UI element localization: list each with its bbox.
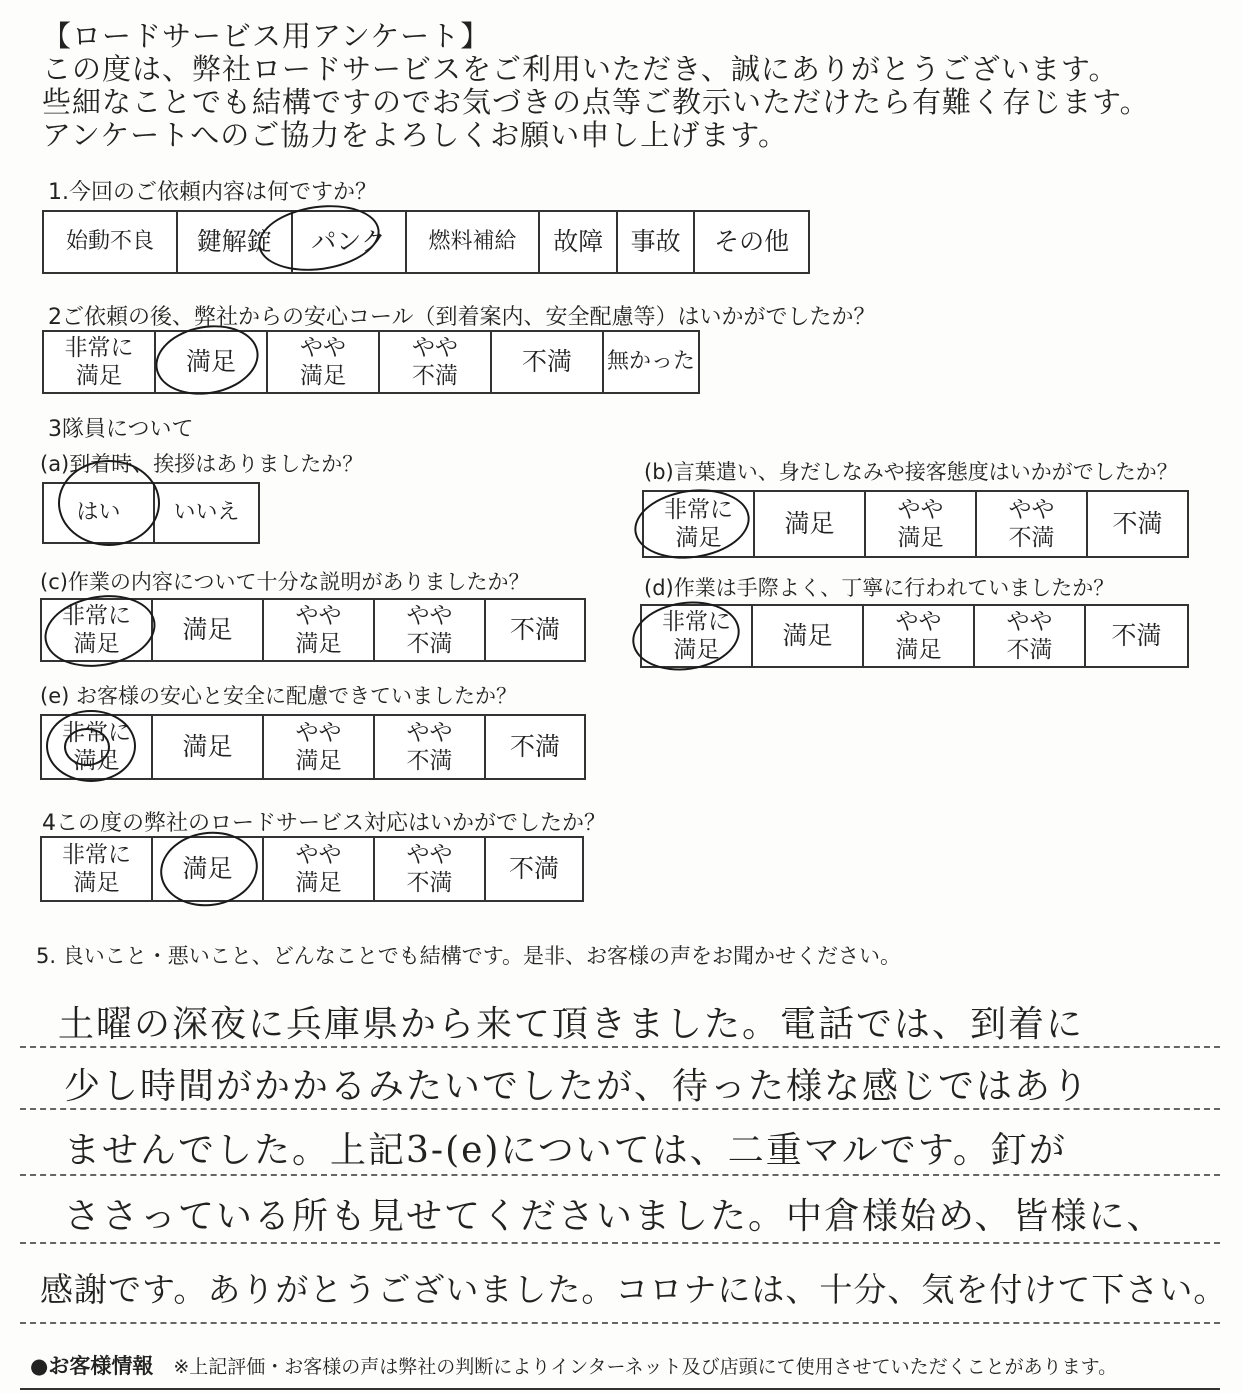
q3b-option[interactable]: 満足 <box>754 491 865 557</box>
q3e-option[interactable]: やや 満足 <box>263 715 374 779</box>
comment-rule <box>20 1174 1220 1176</box>
q3e-option[interactable]: 不満 <box>485 715 585 779</box>
q1-options <box>42 210 810 274</box>
q3d-option[interactable]: 非常に 満足 <box>641 605 752 667</box>
q5-label: 5. 良いこと・悪いこと、どんなことでも結構です。是非、お客様の声をお聞かせください。 <box>36 944 902 968</box>
q3b-option[interactable]: 不満 <box>1087 491 1188 557</box>
footer-rule <box>20 1388 1220 1390</box>
q4-label: 4この度の弊社のロードサービス対応はいかがでしたか？ <box>42 811 606 836</box>
q3d-option[interactable]: 不満 <box>1085 605 1188 667</box>
q1-option[interactable]: 故障 <box>539 211 616 273</box>
intro-line-3: アンケートへのご協力をよろしくお願い申し上げます。 <box>42 118 788 152</box>
q3c-option[interactable]: 非常に 満足 <box>41 599 152 661</box>
q2-option[interactable]: 無かった <box>603 331 699 393</box>
q1-option[interactable]: その他 <box>694 211 809 273</box>
intro-line-2: 些細なことでも結構ですのでお気づきの点等ご教示いただけたら有難く存じます。 <box>42 85 1150 119</box>
q2-option[interactable]: 不満 <box>491 331 603 393</box>
q3d-label: (d)作業は手際よく、丁寧に行われていましたか？ <box>644 576 1115 600</box>
survey-title: 【ロードサービス用アンケート】 <box>42 19 491 53</box>
q2-option[interactable]: 満足 <box>155 331 267 393</box>
q2-option[interactable]: やや 満足 <box>267 331 379 393</box>
q4-option[interactable]: 満足 <box>152 837 263 901</box>
q3d-options <box>640 604 1189 668</box>
comment-line-2: 少し時間がかかるみたいでしたが、待った様な感じではあり <box>64 1066 1091 1107</box>
comment-rule <box>20 1046 1220 1048</box>
q3c-options <box>40 598 586 662</box>
q3d-option[interactable]: やや 不満 <box>974 605 1085 667</box>
comment-line-1: 土曜の深夜に兵庫県から来て頂きました。電話では、到着に <box>58 1004 1085 1045</box>
q3b-option[interactable]: やや 不満 <box>976 491 1087 557</box>
q3e-options <box>40 714 586 780</box>
q3d-option[interactable]: やや 満足 <box>863 605 974 667</box>
q3-label: 3隊員について <box>48 417 194 442</box>
q3b-option[interactable]: 非常に 満足 <box>643 491 754 557</box>
q4-option[interactable]: 非常に 満足 <box>41 837 152 901</box>
q3a-label: (a)到着時、挨拶はありましたか？ <box>40 452 364 476</box>
q3c-option[interactable]: 不満 <box>485 599 585 661</box>
intro-line-1: この度は、弊社ロードサービスをご利用いただき、誠にありがとうございます。 <box>42 52 1119 86</box>
comment-line-3: ませんでした。上記3-(e)については、二重マルです。釘が <box>64 1130 1067 1171</box>
q2-label: 2ご依頼の後、弊社からの安心コール（到着案内、安全配慮等）はいかがでしたか？ <box>48 305 876 330</box>
q1-option[interactable]: 鍵解錠 <box>177 211 292 273</box>
q1-option[interactable]: 燃料補給 <box>406 211 540 273</box>
customer-info-footer <box>30 1350 1117 1380</box>
q1-option[interactable]: 事故 <box>617 211 694 273</box>
comment-line-5: 感謝です。ありがとうございました。コロナには、十分、気を付けて下さい。 <box>40 1270 1228 1309</box>
comment-rule <box>20 1242 1220 1244</box>
usage-note: ※上記評価・お客様の声は弊社の判断によりインターネット及び店頭にて使用させていただくことがあります。 <box>173 1356 1118 1378</box>
q3e-option[interactable]: 非常に 満足 <box>41 715 152 779</box>
q3e-label: (e) お客様の安心と安全に配慮できていましたか？ <box>40 684 517 708</box>
q3e-option[interactable]: 満足 <box>152 715 263 779</box>
q3a-option[interactable]: いいえ <box>154 483 259 543</box>
q4-options <box>40 836 584 902</box>
survey-header <box>42 20 1150 152</box>
q3b-label: (b)言葉遣い、身だしなみや接客態度はいかがでしたか？ <box>644 460 1178 484</box>
q3c-label: (c)作業の内容について十分な説明がありましたか？ <box>40 570 530 594</box>
q2-option[interactable]: 非常に 満足 <box>43 331 155 393</box>
q3b-option[interactable]: やや 満足 <box>865 491 976 557</box>
q3c-option[interactable]: やや 不満 <box>374 599 485 661</box>
q1-option[interactable]: パンク <box>292 211 406 273</box>
q1-option[interactable]: 始動不良 <box>43 211 177 273</box>
q3e-option[interactable]: やや 不満 <box>374 715 485 779</box>
q3b-options <box>642 490 1189 558</box>
q4-option[interactable]: やや 満足 <box>263 837 374 901</box>
q3c-option[interactable]: やや 満足 <box>263 599 374 661</box>
q3c-option[interactable]: 満足 <box>152 599 263 661</box>
q2-option[interactable]: やや 不満 <box>379 331 491 393</box>
comment-rule <box>20 1108 1220 1110</box>
q3d-option[interactable]: 満足 <box>752 605 863 667</box>
q4-option[interactable]: やや 不満 <box>374 837 485 901</box>
q4-option[interactable]: 不満 <box>485 837 583 901</box>
q3a-options <box>42 482 260 544</box>
q2-options <box>42 330 700 394</box>
customer-info-label: ●お客様情報 <box>30 1354 154 1378</box>
q1-label: 1.今回のご依頼内容は何ですか？ <box>48 180 377 205</box>
q3a-option[interactable]: はい <box>43 483 154 543</box>
comment-line-4: ささっている所も見せてくださいました。中倉様始め、皆様に、 <box>64 1196 1165 1237</box>
comment-rule <box>20 1322 1220 1324</box>
